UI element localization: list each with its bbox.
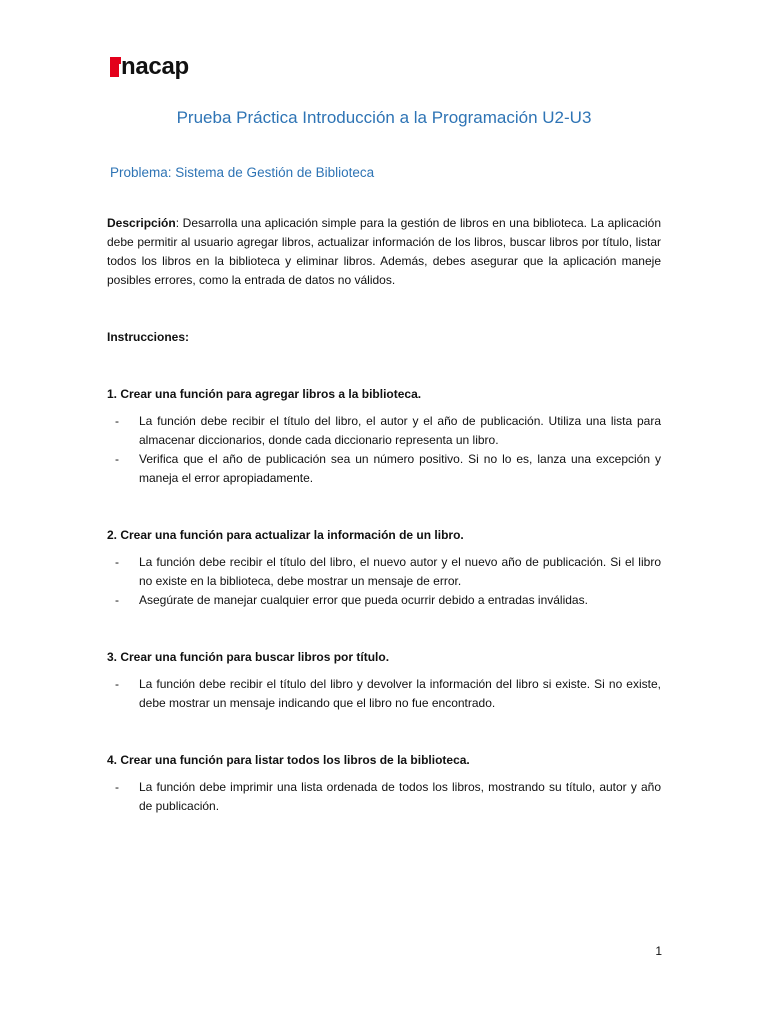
list-item-text: Asegúrate de manejar cualquier error que pueda ocurrir debido a entradas inválidas.: [139, 593, 588, 607]
list-item: [107, 675, 661, 713]
section-1: [107, 385, 661, 488]
inacap-logo: [110, 50, 189, 80]
list-item: [107, 591, 661, 610]
section-list: [107, 553, 661, 610]
section-list: [107, 675, 661, 713]
section-2: [107, 526, 661, 610]
problem-subtitle: Problema: Sistema de Gestión de Biblioteca: [110, 165, 375, 180]
dash-bullet: -: [115, 452, 119, 466]
dash-bullet: -: [115, 593, 119, 607]
section-title: 1. Crear una función para agregar libros a la biblioteca.: [107, 387, 422, 401]
section-title: 3. Crear una función para buscar libros por título.: [107, 650, 390, 664]
dash-bullet: -: [115, 780, 119, 794]
dash-bullet: -: [115, 555, 119, 569]
list-item: [107, 553, 661, 591]
dash-bullet: -: [115, 677, 119, 691]
inacap-logo-mark: [110, 57, 119, 77]
list-item-text: La función debe recibir el título del libro, el autor y el año de publicación. Utiliza una lista para almacenar diccionarios, donde cada diccionario representa un libro.: [139, 414, 661, 447]
document-body: [107, 214, 661, 816]
logo-text: nacap: [121, 53, 189, 80]
list-item-text: La función debe recibir el título del libro y devolver la información del libro si existe. Si no existe, debe mostrar un mensaje indicando que el libro no fue encontrado.: [139, 677, 661, 710]
list-item-text: La función debe imprimir una lista ordenada de todos los libros, mostrando su título, autor y año de publicación.: [139, 780, 661, 813]
section-list: [107, 778, 661, 816]
list-item: [107, 778, 661, 816]
section-title: 2. Crear una función para actualizar la información de un libro.: [107, 528, 464, 542]
description-text: : Desarrolla una aplicación simple para la gestión de libros en una biblioteca. La aplicación debe permitir al usuario agregar libros, actualizar información de los libros, buscar libros por título, listar todos los libros en la biblioteca y eliminar libros. Además, debes asegurar que la aplicación maneje posibles errores, como la entrada de datos no válidos.: [107, 216, 661, 287]
section-title: 4. Crear una función para listar todos los libros de la biblioteca.: [107, 753, 470, 767]
section-4: [107, 751, 661, 816]
list-item-text: Verifica que el año de publicación sea un número positivo. Si no lo es, lanza una excepción y maneja el error apropiadamente.: [139, 452, 661, 485]
description-paragraph: [107, 214, 661, 290]
document-title: Prueba Práctica Introducción a la Programación U2-U3: [176, 108, 592, 127]
section-3: [107, 648, 661, 713]
page-number: 1: [655, 944, 662, 958]
section-list: [107, 412, 661, 488]
list-item: [107, 412, 661, 450]
instructions-heading: Instrucciones:: [107, 330, 190, 344]
description-label: Descripción: [107, 216, 176, 230]
dash-bullet: -: [115, 414, 119, 428]
list-item: [107, 450, 661, 488]
list-item-text: La función debe recibir el título del libro, el nuevo autor y el nuevo año de publicación. Si el libro no existe en la biblioteca, debe mostrar un mensaje de error.: [139, 555, 661, 588]
